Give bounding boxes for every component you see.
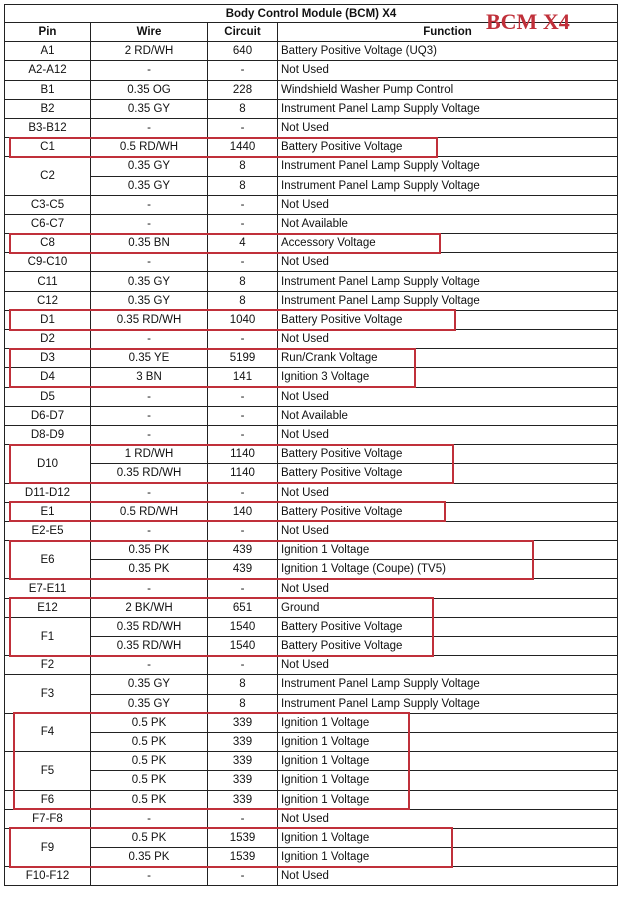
wire-cell: - — [91, 387, 208, 406]
table-row — [5, 425, 618, 444]
circuit-cell: 339 — [208, 732, 278, 751]
function-cell: Not Used — [278, 118, 618, 137]
circuit-cell: 1539 — [208, 828, 278, 847]
wire-cell: 0.5 PK — [91, 790, 208, 809]
circuit-cell: 140 — [208, 502, 278, 521]
function-cell: Not Used — [278, 809, 618, 828]
function-cell: Battery Positive Voltage — [278, 310, 618, 329]
pin-cell: C12 — [5, 291, 91, 310]
pin-cell: A1 — [5, 42, 91, 61]
table-title: Body Control Module (BCM) X4 — [5, 5, 618, 23]
function-cell: Instrument Panel Lamp Supply Voltage — [278, 272, 618, 291]
wire-cell: - — [91, 195, 208, 214]
wire-cell: - — [91, 809, 208, 828]
pin-cell: C8 — [5, 234, 91, 253]
table-row — [5, 80, 618, 99]
table-row — [5, 42, 618, 61]
pin-cell: D11-D12 — [5, 483, 91, 502]
wire-cell: 0.35 RD/WH — [91, 637, 208, 656]
function-cell: Battery Positive Voltage — [278, 637, 618, 656]
wire-cell: - — [91, 579, 208, 598]
table-row — [5, 387, 618, 406]
header-pin: Pin — [5, 23, 91, 42]
function-cell: Battery Positive Voltage — [278, 617, 618, 636]
function-cell: Accessory Voltage — [278, 234, 618, 253]
function-cell: Instrument Panel Lamp Supply Voltage — [278, 176, 618, 195]
table-row — [5, 310, 618, 329]
function-cell: Battery Positive Voltage — [278, 464, 618, 483]
function-cell: Ignition 3 Voltage — [278, 368, 618, 387]
pin-cell: E6 — [5, 541, 91, 579]
wire-cell: 0.35 PK — [91, 848, 208, 867]
wire-cell: 1 RD/WH — [91, 445, 208, 464]
pin-cell: D8-D9 — [5, 425, 91, 444]
function-cell: Not Used — [278, 387, 618, 406]
wire-cell: 3 BN — [91, 368, 208, 387]
circuit-cell: 1140 — [208, 445, 278, 464]
pin-cell: D10 — [5, 445, 91, 483]
table-row — [5, 349, 618, 368]
wire-cell: 0.5 PK — [91, 732, 208, 751]
circuit-cell: 8 — [208, 99, 278, 118]
wire-cell: 0.5 RD/WH — [91, 138, 208, 157]
pin-cell: F2 — [5, 656, 91, 675]
pin-cell: D3 — [5, 349, 91, 368]
function-cell: Battery Positive Voltage — [278, 138, 618, 157]
circuit-cell: 228 — [208, 80, 278, 99]
function-cell: Instrument Panel Lamp Supply Voltage — [278, 157, 618, 176]
wire-cell: 0.35 RD/WH — [91, 310, 208, 329]
header-wire: Wire — [91, 23, 208, 42]
function-cell: Not Used — [278, 330, 618, 349]
function-cell: Run/Crank Voltage — [278, 349, 618, 368]
circuit-cell: - — [208, 330, 278, 349]
wire-cell: - — [91, 330, 208, 349]
pin-cell: F1 — [5, 617, 91, 655]
circuit-cell: - — [208, 118, 278, 137]
wire-cell: 0.35 RD/WH — [91, 617, 208, 636]
circuit-cell: - — [208, 253, 278, 272]
table-row — [5, 138, 618, 157]
table-row — [5, 809, 618, 828]
circuit-cell: 8 — [208, 694, 278, 713]
circuit-cell: 1140 — [208, 464, 278, 483]
circuit-cell: 8 — [208, 291, 278, 310]
wire-cell: - — [91, 425, 208, 444]
table-row — [5, 502, 618, 521]
wire-cell: 0.5 PK — [91, 771, 208, 790]
pin-cell: C1 — [5, 138, 91, 157]
circuit-cell: 1440 — [208, 138, 278, 157]
function-cell: Ignition 1 Voltage (Coupe) (TV5) — [278, 560, 618, 579]
table-row — [5, 579, 618, 598]
circuit-cell: 339 — [208, 790, 278, 809]
circuit-cell: 141 — [208, 368, 278, 387]
wire-cell: - — [91, 867, 208, 886]
table-row — [5, 445, 618, 464]
function-cell: Not Used — [278, 521, 618, 540]
wire-cell: - — [91, 253, 208, 272]
table-row — [5, 771, 618, 790]
circuit-cell: - — [208, 214, 278, 233]
wire-cell: - — [91, 483, 208, 502]
table-row — [5, 368, 618, 387]
wire-cell: - — [91, 521, 208, 540]
pin-cell: D1 — [5, 310, 91, 329]
wire-cell: - — [91, 118, 208, 137]
function-cell: Ignition 1 Voltage — [278, 732, 618, 751]
pin-cell: D4 — [5, 368, 91, 387]
table-row — [5, 99, 618, 118]
wire-cell: 0.35 GY — [91, 675, 208, 694]
function-cell: Ground — [278, 598, 618, 617]
wire-cell: 0.35 GY — [91, 157, 208, 176]
circuit-cell: - — [208, 521, 278, 540]
header-circuit: Circuit — [208, 23, 278, 42]
wire-cell: 0.35 PK — [91, 541, 208, 560]
pin-cell: C9-C10 — [5, 253, 91, 272]
table-row — [5, 234, 618, 253]
function-cell: Not Used — [278, 483, 618, 502]
pin-cell: B1 — [5, 80, 91, 99]
pin-cell: F10-F12 — [5, 867, 91, 886]
function-cell: Not Used — [278, 425, 618, 444]
circuit-cell: 4 — [208, 234, 278, 253]
table-row — [5, 637, 618, 656]
pin-cell: F4 — [5, 713, 91, 751]
pin-cell: F7-F8 — [5, 809, 91, 828]
table-row — [5, 675, 618, 694]
table-row — [5, 541, 618, 560]
table-row — [5, 157, 618, 176]
function-cell: Battery Positive Voltage (UQ3) — [278, 42, 618, 61]
circuit-cell: - — [208, 809, 278, 828]
wire-cell: - — [91, 61, 208, 80]
circuit-cell: 8 — [208, 157, 278, 176]
pin-cell: E12 — [5, 598, 91, 617]
circuit-cell: 5199 — [208, 349, 278, 368]
table-row — [5, 867, 618, 886]
circuit-cell: 1540 — [208, 617, 278, 636]
table-row — [5, 291, 618, 310]
function-cell: Ignition 1 Voltage — [278, 713, 618, 732]
table-row — [5, 713, 618, 732]
function-cell: Battery Positive Voltage — [278, 502, 618, 521]
wire-cell: 0.35 GY — [91, 176, 208, 195]
function-cell: Instrument Panel Lamp Supply Voltage — [278, 99, 618, 118]
table-row — [5, 694, 618, 713]
function-cell: Not Available — [278, 214, 618, 233]
circuit-cell: 1539 — [208, 848, 278, 867]
circuit-cell: 439 — [208, 541, 278, 560]
wire-cell: 0.35 GY — [91, 99, 208, 118]
circuit-cell: 640 — [208, 42, 278, 61]
table-row — [5, 598, 618, 617]
function-cell: Not Available — [278, 406, 618, 425]
pin-cell: D2 — [5, 330, 91, 349]
pin-cell: F5 — [5, 752, 91, 790]
wire-cell: 0.35 PK — [91, 560, 208, 579]
wire-cell: 0.5 RD/WH — [91, 502, 208, 521]
table-row — [5, 118, 618, 137]
wire-cell: 0.35 YE — [91, 349, 208, 368]
wire-cell: 0.35 RD/WH — [91, 464, 208, 483]
pin-cell: D5 — [5, 387, 91, 406]
function-cell: Not Used — [278, 867, 618, 886]
wire-cell: 0.5 PK — [91, 828, 208, 847]
wire-cell: 2 BK/WH — [91, 598, 208, 617]
wire-cell: - — [91, 406, 208, 425]
pin-cell: D6-D7 — [5, 406, 91, 425]
table-row — [5, 617, 618, 636]
function-cell: Instrument Panel Lamp Supply Voltage — [278, 694, 618, 713]
function-cell: Windshield Washer Pump Control — [278, 80, 618, 99]
table-row — [5, 330, 618, 349]
wire-cell: 0.35 GY — [91, 694, 208, 713]
pin-cell: B2 — [5, 99, 91, 118]
table-row — [5, 752, 618, 771]
wire-cell: 0.35 GY — [91, 272, 208, 291]
table-row — [5, 656, 618, 675]
circuit-cell: 439 — [208, 560, 278, 579]
pin-cell: E7-E11 — [5, 579, 91, 598]
pin-cell: F9 — [5, 828, 91, 866]
circuit-cell: 1040 — [208, 310, 278, 329]
pin-cell: C2 — [5, 157, 91, 195]
circuit-cell: 1540 — [208, 637, 278, 656]
pin-cell: C6-C7 — [5, 214, 91, 233]
function-cell: Not Used — [278, 195, 618, 214]
wire-cell: - — [91, 214, 208, 233]
header-function: Function — [278, 23, 618, 42]
table-row — [5, 732, 618, 751]
table-row — [5, 406, 618, 425]
table-row — [5, 790, 618, 809]
circuit-cell: - — [208, 867, 278, 886]
table-row — [5, 521, 618, 540]
pin-cell: A2-A12 — [5, 61, 91, 80]
circuit-cell: 339 — [208, 752, 278, 771]
pin-cell: F6 — [5, 790, 91, 809]
pin-cell: E2-E5 — [5, 521, 91, 540]
circuit-cell: 8 — [208, 272, 278, 291]
function-cell: Ignition 1 Voltage — [278, 790, 618, 809]
pinout-table — [4, 4, 618, 886]
pin-cell: C11 — [5, 272, 91, 291]
table-row — [5, 272, 618, 291]
wire-cell: - — [91, 656, 208, 675]
function-cell: Instrument Panel Lamp Supply Voltage — [278, 675, 618, 694]
circuit-cell: - — [208, 483, 278, 502]
circuit-cell: 8 — [208, 176, 278, 195]
circuit-cell: 339 — [208, 713, 278, 732]
table-row — [5, 483, 618, 502]
table-row — [5, 828, 618, 847]
wire-cell: 0.35 OG — [91, 80, 208, 99]
table-row — [5, 176, 618, 195]
table-row — [5, 560, 618, 579]
circuit-cell: 8 — [208, 675, 278, 694]
circuit-cell: 339 — [208, 771, 278, 790]
circuit-cell: - — [208, 387, 278, 406]
circuit-cell: - — [208, 195, 278, 214]
table-row — [5, 464, 618, 483]
pin-cell: C3-C5 — [5, 195, 91, 214]
function-cell: Not Used — [278, 61, 618, 80]
function-cell: Ignition 1 Voltage — [278, 771, 618, 790]
table-row — [5, 61, 618, 80]
circuit-cell: 651 — [208, 598, 278, 617]
function-cell: Not Used — [278, 579, 618, 598]
function-cell: Not Used — [278, 656, 618, 675]
table-row — [5, 848, 618, 867]
function-cell: Battery Positive Voltage — [278, 445, 618, 464]
circuit-cell: - — [208, 579, 278, 598]
pin-cell: B3-B12 — [5, 118, 91, 137]
wire-cell: 0.35 GY — [91, 291, 208, 310]
function-cell: Ignition 1 Voltage — [278, 541, 618, 560]
function-cell: Instrument Panel Lamp Supply Voltage — [278, 291, 618, 310]
wire-cell: 0.5 PK — [91, 713, 208, 732]
pin-cell: F3 — [5, 675, 91, 713]
function-cell: Not Used — [278, 253, 618, 272]
wire-cell: 0.5 PK — [91, 752, 208, 771]
table-row — [5, 253, 618, 272]
function-cell: Ignition 1 Voltage — [278, 828, 618, 847]
wire-cell: 0.35 BN — [91, 234, 208, 253]
circuit-cell: - — [208, 656, 278, 675]
circuit-cell: - — [208, 406, 278, 425]
function-cell: Ignition 1 Voltage — [278, 848, 618, 867]
bcm-x4-stamp: BCM X4 — [486, 9, 570, 34]
table-row — [5, 195, 618, 214]
circuit-cell: - — [208, 425, 278, 444]
circuit-cell: - — [208, 61, 278, 80]
table-row — [5, 214, 618, 233]
wire-cell: 2 RD/WH — [91, 42, 208, 61]
function-cell: Ignition 1 Voltage — [278, 752, 618, 771]
pin-cell: E1 — [5, 502, 91, 521]
